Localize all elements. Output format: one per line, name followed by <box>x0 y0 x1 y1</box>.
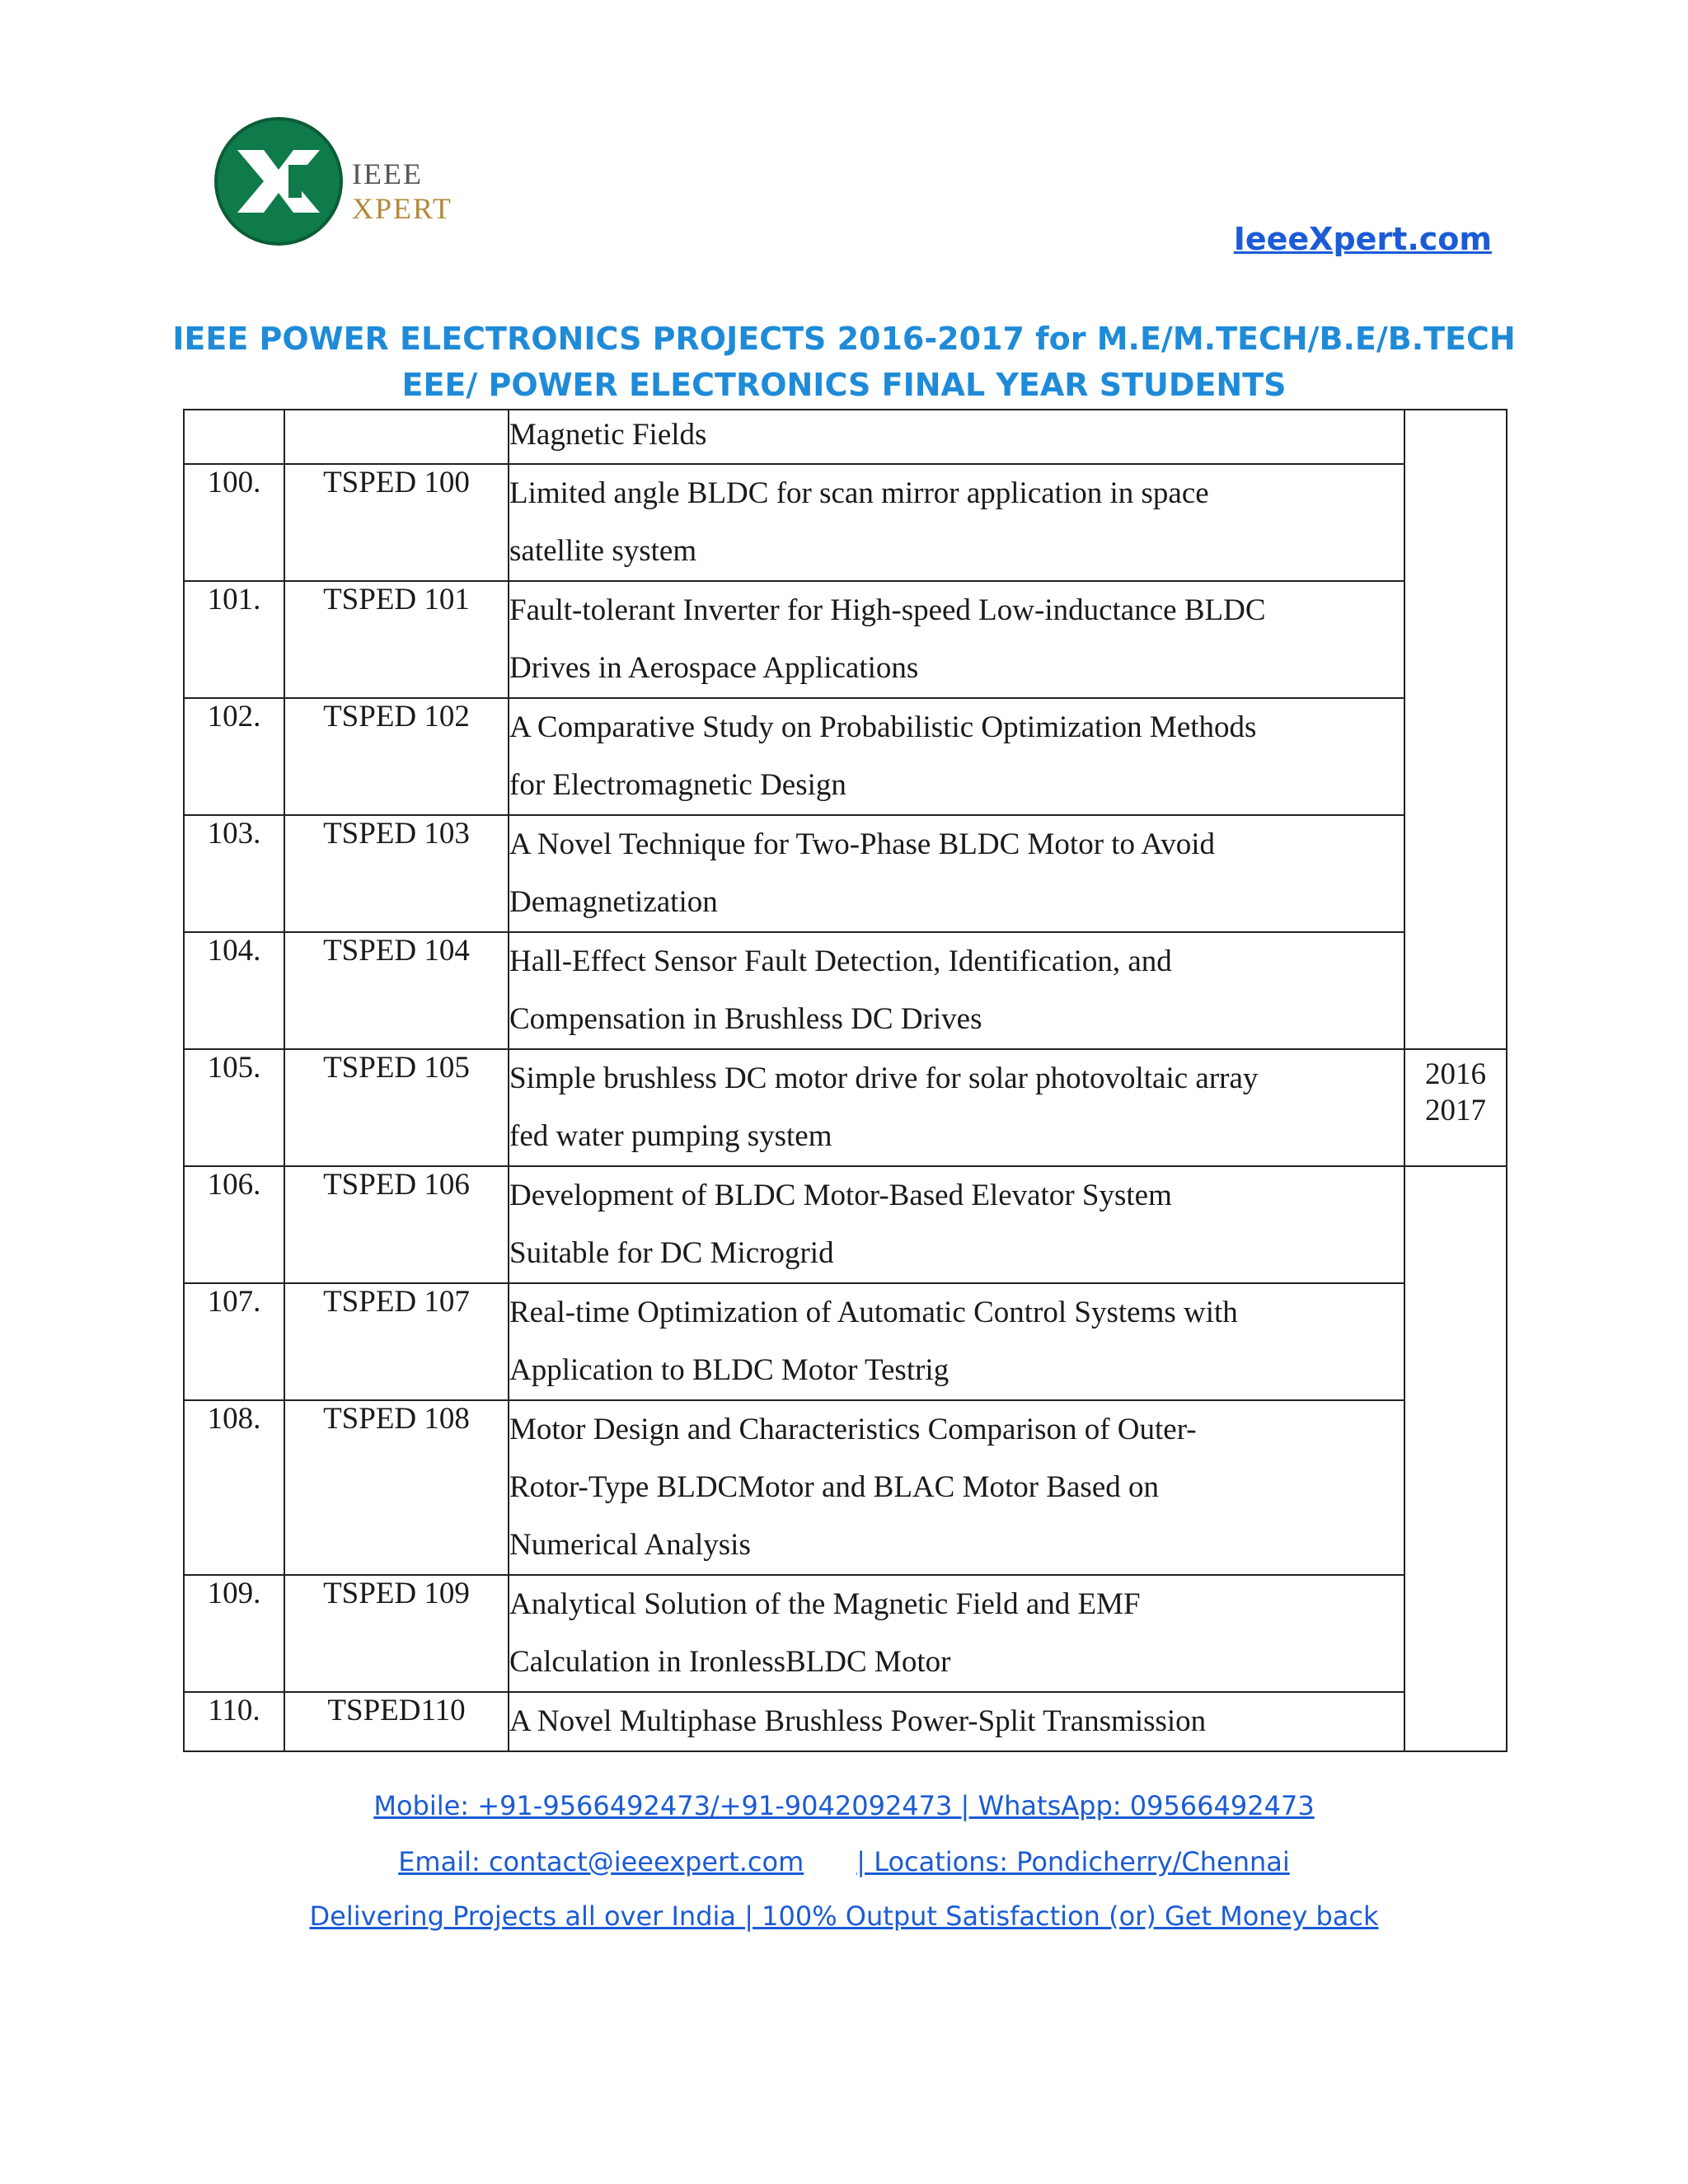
page-title-line1: IEEE POWER ELECTRONICS PROJECTS 2016-2017 for M.E/M.TECH/B.E/B.TECH <box>172 321 1516 357</box>
logo-text: IEEE XPERT <box>352 157 452 225</box>
row-title-cell: Magnetic Fields <box>509 410 1404 464</box>
table-row <box>184 932 1507 1049</box>
table-row <box>184 698 1507 815</box>
row-title-cell: Limited angle BLDC for scan mirror application in space satellite system <box>509 464 1404 581</box>
row-number-cell: 104. <box>184 932 284 1049</box>
row-title-cell: Analytical Solution of the Magnetic Field and EMF Calculation in IronlessBLDC Motor <box>509 1575 1404 1692</box>
site-link[interactable]: IeeeXpert.com <box>1233 221 1492 257</box>
row-title-cell: A Comparative Study on Probabilistic Optimization Methods for Electromagnetic Design <box>509 698 1404 815</box>
row-code-cell: TSPED 100 <box>284 464 509 581</box>
row-code-cell: TSPED110 <box>284 1692 509 1751</box>
row-number-cell: 105. <box>184 1049 284 1166</box>
table-row <box>184 1283 1507 1400</box>
table-row <box>184 815 1507 932</box>
row-title-cell: Hall-Effect Sensor Fault Detection, Identification, and Compensation in Brushless DC Drives <box>509 932 1404 1049</box>
row-number-cell: 107. <box>184 1283 284 1400</box>
footer-contact-line[interactable]: Mobile: +91-9566492473/+91-9042092473 | WhatsApp: 09566492473 <box>373 1790 1315 1821</box>
row-title-cell: Simple brushless DC motor drive for solar photovoltaic array fed water pumping system <box>509 1049 1404 1166</box>
row-code-cell: TSPED 101 <box>284 581 509 698</box>
row-number-cell: 108. <box>184 1400 284 1575</box>
table-row <box>184 1400 1507 1575</box>
page-title-line2: EEE/ POWER ELECTRONICS FINAL YEAR STUDENTS <box>401 367 1287 403</box>
footer-delivery-line[interactable]: Delivering Projects all over India | 100% Output Satisfaction (or) Get Money back <box>309 1900 1379 1932</box>
row-number-cell <box>184 410 284 464</box>
row-code-cell: TSPED 108 <box>284 1400 509 1575</box>
table-row <box>184 464 1507 581</box>
footer-email-line[interactable]: Email: contact@ieeexpert.com | Locations: Pondicherry/Chennai <box>398 1846 1290 1877</box>
row-title-cell: Development of BLDC Motor-Based Elevator System Suitable for DC Microgrid <box>509 1166 1404 1283</box>
row-number-cell: 109. <box>184 1575 284 1692</box>
row-title-cell: Real-time Optimization of Automatic Control Systems with Application to BLDC Motor Testrig <box>509 1283 1404 1400</box>
year-label: 2017 <box>1425 1094 1486 1127</box>
row-code-cell: TSPED 105 <box>284 1049 509 1166</box>
row-code-cell: TSPED 107 <box>284 1283 509 1400</box>
row-code-cell <box>284 410 509 464</box>
row-code-cell: TSPED 106 <box>284 1166 509 1283</box>
table-row <box>184 581 1507 698</box>
projects-table <box>183 409 1507 1752</box>
row-code-cell: TSPED 102 <box>284 698 509 815</box>
row-title-cell: Motor Design and Characteristics Comparison of Outer- Rotor-Type BLDCMotor and BLAC Motor Based on Numerical Analysis <box>509 1400 1404 1575</box>
row-title-cell: Fault-tolerant Inverter for High-speed Low-inductance BLDC Drives in Aerospace Applications <box>509 581 1404 698</box>
row-title-cell: A Novel Multiphase Brushless Power-Split Transmission <box>509 1692 1404 1751</box>
year-cell-top <box>1404 410 1507 1049</box>
table-row <box>184 410 1507 464</box>
ieee-xpert-logo-icon <box>213 115 345 247</box>
row-number-cell: 106. <box>184 1166 284 1283</box>
row-number-cell: 110. <box>184 1692 284 1751</box>
row-title-cell: A Novel Technique for Two-Phase BLDC Motor to Avoid Demagnetization <box>509 815 1404 932</box>
year-label: 2016 <box>1425 1057 1486 1091</box>
row-code-cell: TSPED 103 <box>284 815 509 932</box>
table-row <box>184 1575 1507 1692</box>
row-code-cell: TSPED 109 <box>284 1575 509 1692</box>
year-cell-bottom <box>1404 1166 1507 1751</box>
row-number-cell: 102. <box>184 698 284 815</box>
logo <box>213 115 526 247</box>
table-row <box>184 1166 1507 1283</box>
row-code-cell: TSPED 104 <box>284 932 509 1049</box>
row-number-cell: 103. <box>184 815 284 932</box>
table-row <box>184 1692 1507 1751</box>
row-number-cell: 100. <box>184 464 284 581</box>
year-cell <box>1404 1049 1507 1166</box>
table-row <box>184 1049 1507 1166</box>
row-number-cell: 101. <box>184 581 284 698</box>
